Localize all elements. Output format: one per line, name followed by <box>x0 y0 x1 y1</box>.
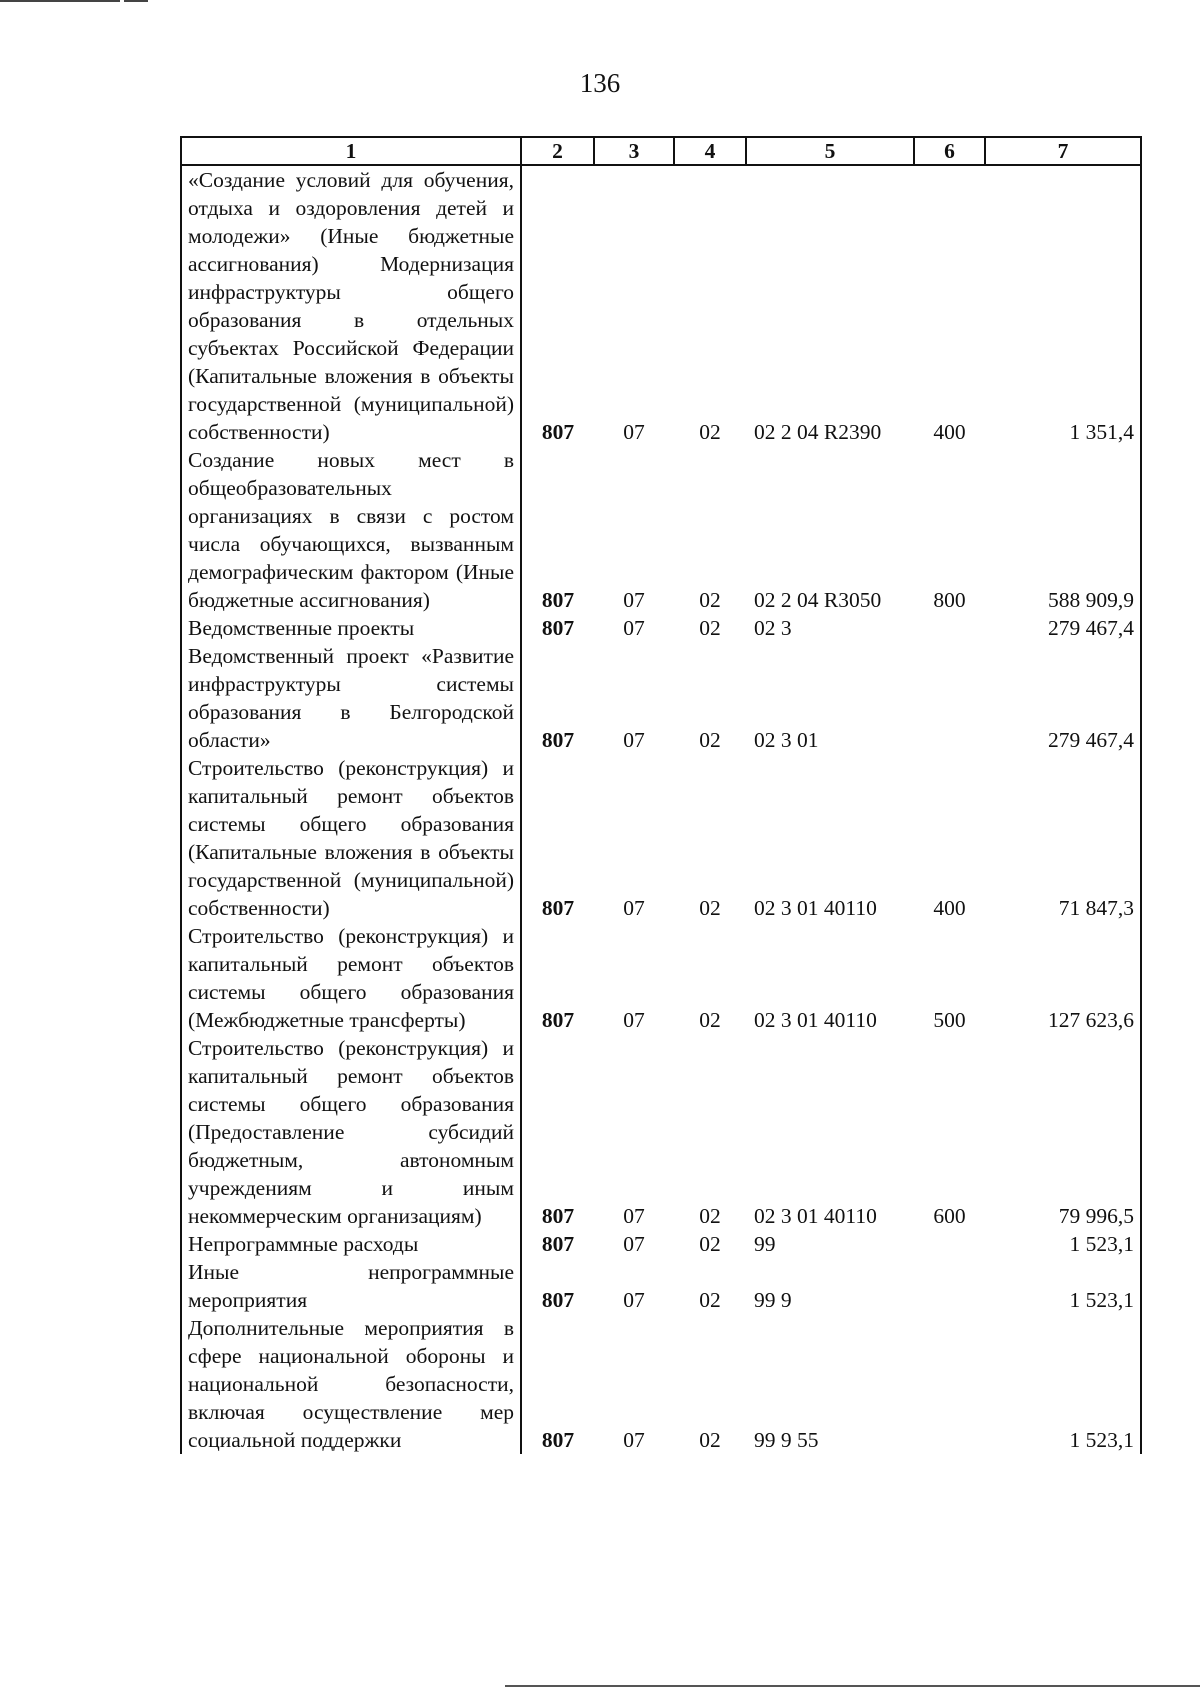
grbs-code: 807 <box>521 614 594 642</box>
target-article-code: 02 3 01 <box>754 728 819 752</box>
table-row <box>181 1314 1141 1454</box>
header-col-5: 5 <box>746 137 914 165</box>
expense-name: Ведомственные проекты <box>181 614 521 642</box>
amount: 79 996,5 <box>985 1034 1141 1230</box>
header-col-6: 6 <box>914 137 985 165</box>
table-row <box>181 642 1141 754</box>
header-col-2: 2 <box>521 137 594 165</box>
amount: 1 523,1 <box>985 1230 1141 1258</box>
grbs-code: 807 <box>521 642 594 754</box>
expense-type-code <box>914 1230 985 1258</box>
subsection-code: 02 <box>699 420 721 444</box>
subsection-code: 02 <box>699 1428 721 1452</box>
bottom-edge-line <box>505 1685 1200 1687</box>
expense-name: Иные непрограммные мероприятия <box>181 1258 521 1314</box>
target-article-code: 99 9 55 <box>754 1428 819 1452</box>
target-article-code: 99 9 <box>754 1288 792 1312</box>
expense-name: Непрограммные расходы <box>181 1230 521 1258</box>
section-code: 07 <box>623 728 645 752</box>
table-row <box>181 922 1141 1034</box>
amount: 1 523,1 <box>985 1314 1141 1454</box>
grbs-code: 807 <box>521 1034 594 1230</box>
subsection-code: 02 <box>699 1204 721 1228</box>
expense-name: Ведомственный проект «Развитие инфраструктуры системы образования в Белгородской области» <box>181 642 521 754</box>
header-col-3: 3 <box>594 137 674 165</box>
header-col-7: 7 <box>985 137 1141 165</box>
subsection-code: 02 <box>699 1008 721 1032</box>
grbs-code: 807 <box>521 1230 594 1258</box>
subsection-code: 02 <box>699 728 721 752</box>
expense-type-code: 600 <box>933 1204 966 1228</box>
top-edge-line-short <box>124 0 148 2</box>
budget-table <box>180 136 1142 1454</box>
subsection-code: 02 <box>699 896 721 920</box>
top-edge-line <box>0 0 120 2</box>
table-header-row <box>181 137 1141 165</box>
table-row <box>181 754 1141 922</box>
table-row <box>181 1230 1141 1258</box>
amount: 279 467,4 <box>985 642 1141 754</box>
section-code: 07 <box>623 1428 645 1452</box>
amount: 71 847,3 <box>985 754 1141 922</box>
target-article-code: 02 3 01 40110 <box>754 1204 877 1228</box>
section-code: 07 <box>623 1232 645 1256</box>
expense-type-code <box>914 1258 985 1314</box>
grbs-code: 807 <box>521 1258 594 1314</box>
expense-name: Строительство (реконструкция) и капитальный ремонт объектов системы общего образования (Предоставление субсидий бюджетным, автономным учреждениям и иным некоммерческим организациям) <box>181 1034 521 1230</box>
table-body <box>181 165 1141 1454</box>
page-number: 136 <box>579 68 621 98</box>
expense-type-code <box>914 642 985 754</box>
section-code: 07 <box>623 1204 645 1228</box>
amount: 279 467,4 <box>985 614 1141 642</box>
subsection-code: 02 <box>699 588 721 612</box>
header-col-4: 4 <box>674 137 746 165</box>
amount: 1 523,1 <box>985 1258 1141 1314</box>
expense-name: Создание новых мест в общеобразовательных организациях в связи с ростом числа обучающихся, вызванным демографическим фактором (Иные бюджетные ассигнования) <box>181 446 521 614</box>
subsection-code: 02 <box>699 616 721 640</box>
table-row <box>181 165 1141 446</box>
expense-name: Дополнительные мероприятия в сфере национальной обороны и национальной безопасности, включая осуществление мер социальной поддержки <box>181 1314 521 1454</box>
expense-type-code <box>914 614 985 642</box>
target-article-code: 99 <box>754 1232 776 1256</box>
subsection-code: 02 <box>699 1232 721 1256</box>
target-article-code: 02 2 04 R2390 <box>754 420 882 444</box>
expense-name: Строительство (реконструкция) и капитальный ремонт объектов системы общего образования (Капитальные вложения в объекты государственной (муниципальной) собственности) <box>181 754 521 922</box>
expense-type-code <box>914 1314 985 1454</box>
table-row <box>181 1034 1141 1230</box>
grbs-code: 807 <box>521 446 594 614</box>
table-row <box>181 614 1141 642</box>
expense-name: Строительство (реконструкция) и капитальный ремонт объектов системы общего образования (Межбюджетные трансферты) <box>181 922 521 1034</box>
expense-type-code: 800 <box>933 588 966 612</box>
target-article-code: 02 2 04 R3050 <box>754 588 882 612</box>
target-article-code: 02 3 <box>754 616 792 640</box>
section-code: 07 <box>623 616 645 640</box>
target-article-code: 02 3 01 40110 <box>754 1008 877 1032</box>
grbs-code: 807 <box>521 165 594 446</box>
section-code: 07 <box>623 896 645 920</box>
amount: 127 623,6 <box>985 922 1141 1034</box>
table-row <box>181 1258 1141 1314</box>
section-code: 07 <box>623 1008 645 1032</box>
section-code: 07 <box>623 588 645 612</box>
amount: 588 909,9 <box>985 446 1141 614</box>
expense-type-code: 400 <box>933 896 966 920</box>
expense-type-code: 400 <box>933 420 966 444</box>
amount: 1 351,4 <box>985 165 1141 446</box>
expense-type-code: 500 <box>933 1008 966 1032</box>
grbs-code: 807 <box>521 1314 594 1454</box>
header-col-1: 1 <box>181 137 521 165</box>
subsection-code: 02 <box>699 1288 721 1312</box>
grbs-code: 807 <box>521 922 594 1034</box>
section-code: 07 <box>623 420 645 444</box>
grbs-code: 807 <box>521 754 594 922</box>
table-row <box>181 446 1141 614</box>
target-article-code: 02 3 01 40110 <box>754 896 877 920</box>
section-code: 07 <box>623 1288 645 1312</box>
expense-name: «Создание условий для обучения, отдыха и оздоровления детей и молодежи» (Иные бюджетные ассигнования) Модернизация инфраструктуры общего образования в отдельных субъектах Российской Федерации (Капитальные вложения в объекты государственной (муниципальной) собственности) <box>181 165 521 446</box>
